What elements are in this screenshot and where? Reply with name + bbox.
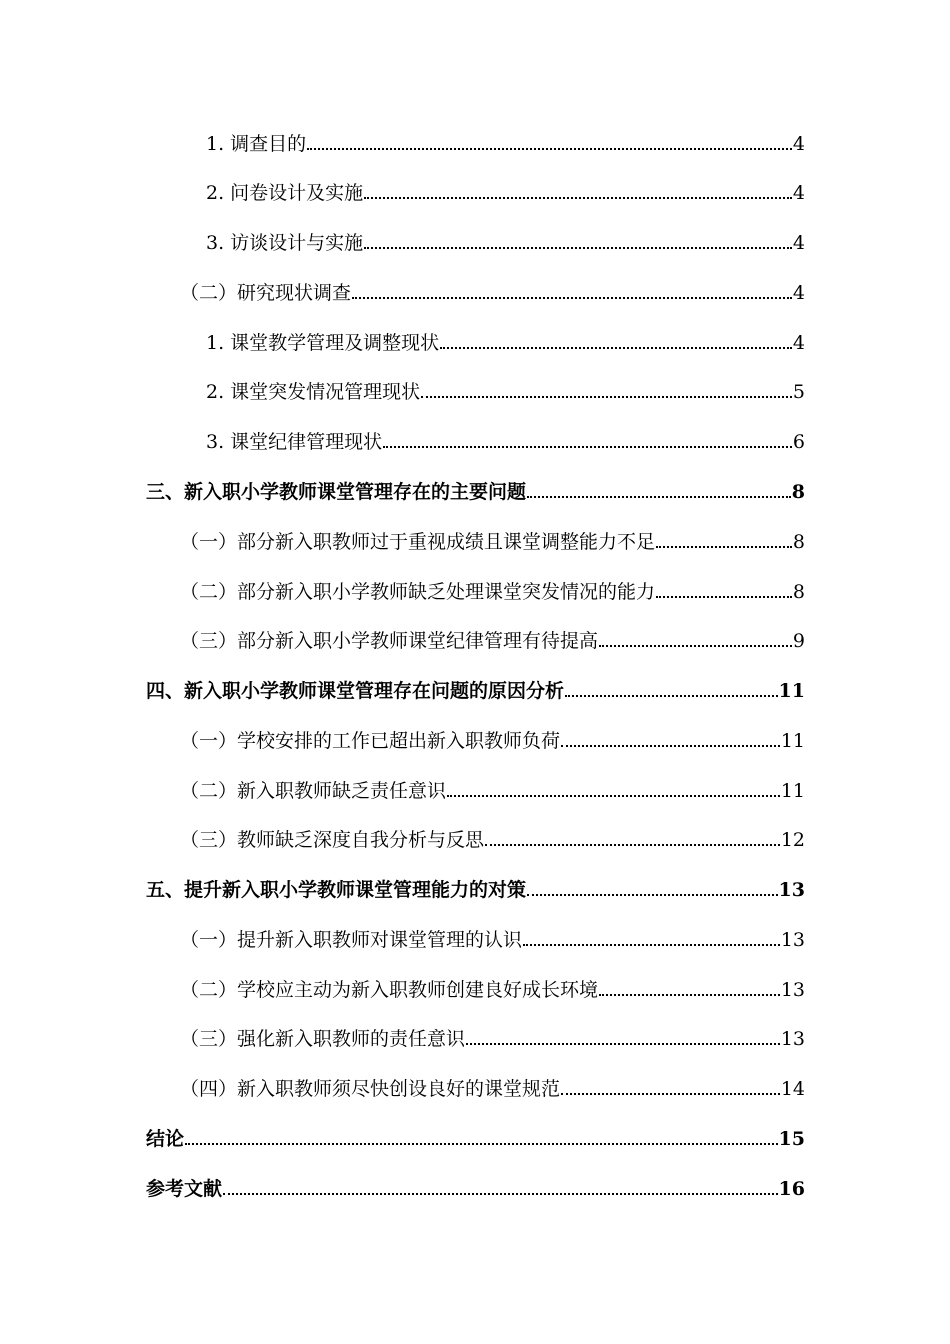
toc-entry-label: 1. 课堂教学管理及调整现状 <box>206 332 440 354</box>
toc-entry-page: 11 <box>778 680 805 702</box>
toc-entry-label: 结论 <box>146 1128 185 1150</box>
toc-entry[interactable] <box>180 773 805 803</box>
toc-entry[interactable] <box>180 1021 805 1051</box>
toc-leader-dots <box>599 994 780 996</box>
toc-entry[interactable] <box>180 1071 805 1101</box>
toc-entry-label: 参考文献 <box>146 1178 223 1200</box>
toc-entry-page: 11 <box>780 730 805 752</box>
toc-entry[interactable] <box>206 424 805 454</box>
toc-entry-page: 4 <box>792 133 805 155</box>
toc-entry-page: 13 <box>780 929 805 951</box>
toc-entry-label: （三）强化新入职教师的责任意识 <box>180 1028 466 1050</box>
toc-leader-dots <box>421 396 792 398</box>
toc-entry-label: 五、提升新入职小学教师课堂管理能力的对策 <box>146 879 527 901</box>
toc-chapter-entry[interactable] <box>146 673 805 703</box>
toc-entry-page: 6 <box>792 431 805 453</box>
toc-entry-label: （四）新入职教师须尽快创设良好的课堂规范 <box>180 1078 561 1100</box>
toc-leader-dots <box>561 1093 780 1095</box>
toc-chapter-entry[interactable] <box>146 872 805 902</box>
toc-entry[interactable] <box>206 175 805 205</box>
toc-entry-label: （一）学校安排的工作已超出新入职教师负荷 <box>180 730 561 752</box>
toc-leader-dots <box>364 247 792 249</box>
toc-entry-label: （二）研究现状调查 <box>180 282 352 304</box>
toc-entry[interactable] <box>206 126 805 156</box>
toc-leader-dots <box>656 596 792 598</box>
toc-entry-page: 12 <box>780 829 805 851</box>
toc-leader-dots <box>599 645 792 647</box>
toc-chapter-entry[interactable] <box>146 1121 805 1151</box>
toc-entry-page: 16 <box>778 1178 805 1200</box>
toc-entry-label: 1. 调查目的 <box>206 133 307 155</box>
toc-leader-dots <box>485 844 780 846</box>
toc-chapter-entry[interactable] <box>146 474 805 504</box>
toc-entry-page: 9 <box>792 630 805 652</box>
toc-entry-page: 5 <box>792 381 805 403</box>
toc-entry-label: （二）部分新入职小学教师缺乏处理课堂突发情况的能力 <box>180 581 656 603</box>
toc-leader-dots <box>440 347 792 349</box>
toc-entry-page: 4 <box>792 232 805 254</box>
toc-leader-dots <box>527 496 791 498</box>
toc-entry-label: （三）部分新入职小学教师课堂纪律管理有待提高 <box>180 630 599 652</box>
toc-entry-page: 13 <box>780 1028 805 1050</box>
toc-entry[interactable] <box>180 723 805 753</box>
toc-leader-dots <box>383 446 792 448</box>
toc-entry[interactable] <box>180 972 805 1002</box>
toc-leader-dots <box>466 1043 780 1045</box>
toc-entry-label: （一）提升新入职教师对课堂管理的认识 <box>180 929 523 951</box>
toc-entry[interactable] <box>206 374 805 404</box>
toc-entry[interactable] <box>180 275 805 305</box>
toc-entry-label: （二）学校应主动为新入职教师创建良好成长环境 <box>180 979 599 1001</box>
toc-entry[interactable] <box>180 623 805 653</box>
toc-entry-page: 13 <box>780 979 805 1001</box>
toc-entry-page: 4 <box>792 332 805 354</box>
toc-leader-dots <box>185 1143 778 1145</box>
toc-leader-dots <box>523 944 780 946</box>
toc-entry[interactable] <box>180 524 805 554</box>
toc-leader-dots <box>656 546 792 548</box>
toc-leader-dots <box>527 894 778 896</box>
toc-entry-page: 4 <box>792 182 805 204</box>
toc-entry-label: 3. 课堂纪律管理现状 <box>206 431 383 453</box>
toc-entry-label: 四、新入职小学教师课堂管理存在问题的原因分析 <box>146 680 565 702</box>
toc-entry-page: 14 <box>780 1078 805 1100</box>
toc-entry-label: 2. 课堂突发情况管理现状 <box>206 381 421 403</box>
toc-leader-dots <box>352 297 792 299</box>
toc-entry-label: （二）新入职教师缺乏责任意识 <box>180 780 447 802</box>
toc-chapter-entry[interactable] <box>146 1171 805 1201</box>
toc-entry-page: 4 <box>792 282 805 304</box>
toc-entry[interactable] <box>180 822 805 852</box>
toc-entry-label: （一）部分新入职教师过于重视成绩且课堂调整能力不足 <box>180 531 656 553</box>
toc-entry[interactable] <box>206 325 805 355</box>
toc-entry[interactable] <box>180 922 805 952</box>
toc-entry-page: 8 <box>792 581 805 603</box>
toc-entry-label: 三、新入职小学教师课堂管理存在的主要问题 <box>146 481 527 503</box>
toc-entry-page: 8 <box>792 531 805 553</box>
toc-leader-dots <box>364 197 792 199</box>
toc-entry-label: 3. 访谈设计与实施 <box>206 232 364 254</box>
toc-leader-dots <box>447 795 780 797</box>
toc-entry-label: 2. 问卷设计及实施 <box>206 182 364 204</box>
toc-entry[interactable] <box>206 225 805 255</box>
toc-leader-dots <box>223 1193 778 1195</box>
toc-leader-dots <box>561 745 780 747</box>
toc-leader-dots <box>307 148 792 150</box>
toc-entry[interactable] <box>180 574 805 604</box>
toc-leader-dots <box>565 695 778 697</box>
toc-entry-page: 15 <box>778 1128 805 1150</box>
toc-entry-page: 8 <box>791 481 805 503</box>
toc-entry-label: （三）教师缺乏深度自我分析与反思 <box>180 829 485 851</box>
toc-entry-page: 13 <box>778 879 805 901</box>
toc-entry-page: 11 <box>780 780 805 802</box>
